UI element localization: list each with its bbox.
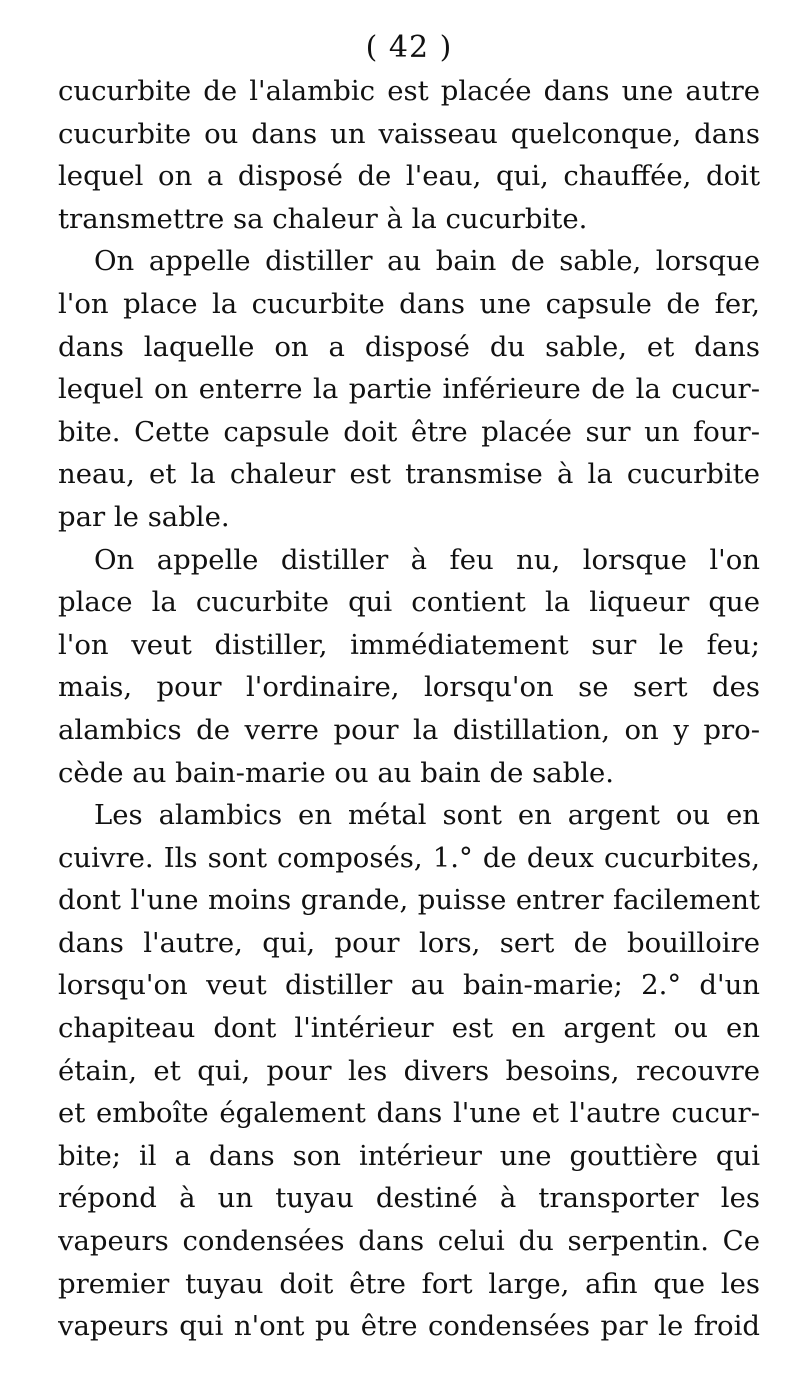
text-line: dans l'autre, qui, pour lors, sert de bouilloire: [58, 926, 760, 959]
paragraph: [58, 70, 760, 240]
text-line: On appelle distiller au bain de sable, lorsque: [94, 245, 760, 278]
text-line: par le sable.: [58, 500, 230, 533]
text-line: place la cucurbite qui contient la liqueur que: [58, 586, 760, 619]
text-line: cède au bain-marie ou au bain de sable.: [58, 756, 615, 789]
paragraph: [58, 240, 760, 538]
text-line: neau, et la chaleur est transmise à la cucurbite: [58, 458, 760, 491]
text-line: alambics de verre pour la distillation, on y pro-: [58, 713, 760, 746]
text-line: On appelle distiller à feu nu, lorsque l'on: [94, 543, 760, 576]
body-text: [58, 70, 760, 1348]
page-number: ( 42 ): [365, 30, 453, 65]
text-line: transmettre sa chaleur à la cucurbite.: [58, 202, 588, 235]
text-line: lorsqu'on veut distiller au bain-marie; 2.° d'un: [58, 969, 760, 1002]
paragraph: [58, 539, 760, 795]
text-line: chapiteau dont l'intérieur est en argent ou en: [58, 1012, 760, 1045]
text-line: et emboîte également dans l'une et l'autre cucur-: [58, 1097, 760, 1130]
text-line: dans laquelle on a disposé du sable, et dans: [58, 330, 760, 363]
text-line: étain, et qui, pour les divers besoins, recouvre: [58, 1054, 760, 1087]
text-line: bite. Cette capsule doit être placée sur un four-: [58, 415, 760, 448]
text-line: vapeurs condensées dans celui du serpentin. Ce: [58, 1225, 760, 1258]
text-line: mais, pour l'ordinaire, lorsqu'on se sert des: [58, 671, 760, 704]
text-line: l'on place la cucurbite dans une capsule de fer,: [58, 287, 760, 320]
text-line: répond à un tuyau destiné à transporter les: [58, 1182, 760, 1215]
text-line: bite; il a dans son intérieur une gouttière qui: [58, 1139, 760, 1172]
text-line: vapeurs qui n'ont pu être condensées par le froid: [58, 1310, 760, 1343]
text-line: cucurbite de l'alambic est placée dans une autre: [58, 75, 760, 107]
text-line: lequel on a disposé de l'eau, qui, chauffée, doit: [58, 160, 760, 193]
text-line: premier tuyau doit être fort large, afin que les: [58, 1267, 760, 1300]
text-line: dont l'une moins grande, puisse entrer facilement: [58, 884, 760, 917]
paragraph: [58, 794, 760, 1348]
text-line: cuivre. Ils sont composés, 1.° de deux cucurbites,: [58, 841, 760, 874]
text-line: l'on veut distiller, immédiatement sur le feu;: [58, 628, 760, 661]
text-line: lequel on enterre la partie inférieure de la cucur-: [58, 373, 760, 406]
text-line: Les alambics en métal sont en argent ou en: [94, 799, 760, 832]
text-line: cucurbite ou dans un vaisseau quelconque, dans: [58, 117, 760, 150]
